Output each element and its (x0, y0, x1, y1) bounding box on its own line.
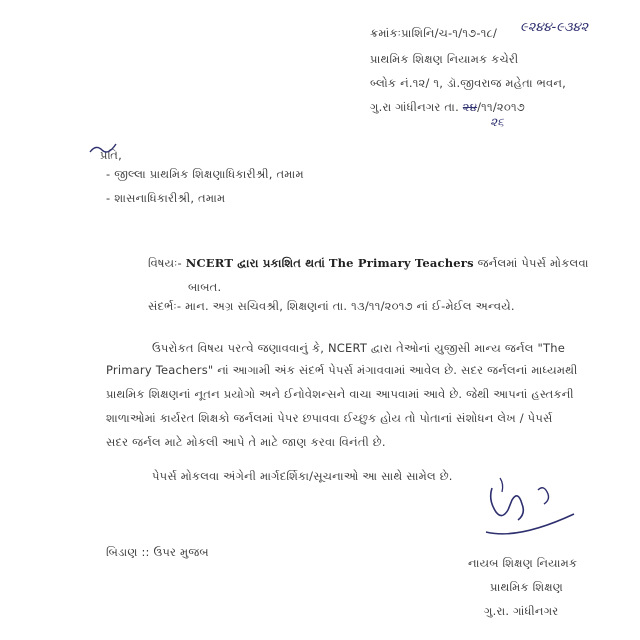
office-name: પ્રાથમિક શિક્ષણ નિયામક કચેરી (370, 52, 519, 66)
subject-ncert: NCERT દ્વારા પ્રકાશિત થતાં (185, 256, 325, 270)
recipient-item: - જીલ્લા પ્રાથમિક શિક્ષણાધિકારીશ્રી, તમામ (106, 167, 304, 181)
signatory-location: ગુ.રા. ગાંધીનગર (484, 604, 559, 618)
city-and-date: ગુ.રા ગાંધીનગર તા. ૨૪/૧૧/૨૦૧૭ (370, 100, 525, 114)
subject-journal-name: The Primary Teachers (328, 256, 474, 270)
body-line: Primary Teachers" નાં આગામી અંક સંદર્ભ પેપર્સ મંગાવવામાં આવેલ છે. સદર જર્નલનાં માધ્યમથી (106, 363, 578, 377)
subject-line: વિષયઃ- NCERT દ્વારા પ્રકાશિત થતાં The Primary Teachers જર્નલમાં પેપર્સ મોકલવા (148, 256, 589, 270)
body-line: પ્રાથમિક શિક્ષણનાં નૂતન પ્રયોગો અને ઈનોવેશન્સને વાચા આપવામાં આવે છે. જેથી આપનાં હસ્તકની (106, 387, 574, 401)
body-line: પેપર્સ મોકલવા અંગેની માર્ગદર્શિકા/સૂચનાઓ આ સાથે સામેલ છે. (152, 469, 453, 483)
signatory-title: નાયબ શિક્ષણ નિયામક (468, 556, 578, 570)
handwritten-date: ૨૬ (490, 115, 504, 129)
body-line: સદર જર્નલ માટે મોકલી આપે તે માટે જાણ કરવા વિનંતી છે. (106, 435, 386, 449)
signatory-department: પ્રાથમિક શિક્ષણ (490, 580, 564, 594)
struck-date: ૨૪ (462, 100, 478, 114)
to-label: પ્રતિ, (100, 148, 122, 162)
enclosure: બિડાણ :: ઉપર મુજબ (106, 545, 209, 559)
subject-line-2: બાબત. (188, 280, 222, 294)
office-address: બ્લોક નં.૧૨/ ૧, ડૉ.જીવરાજ મહેતા ભવન, (370, 76, 566, 90)
reference-number: ક્રમાંકઃપ્રાશિનિ/ચ-૧/૧૭-૧૮/ (370, 26, 498, 40)
pen-tick-mark (88, 140, 118, 160)
signature (478, 470, 588, 540)
body-line: શાળાઓમાં કાર્યરત શિક્ષકો જર્નલમાં પેપર છપાવવા ઈચ્છુક હોય તો પોતાનાં સંશોધન લેખ / પેપર્સ (106, 411, 553, 425)
handwritten-reference-number: ૯૨૪૪-૯૩૪૨ (520, 20, 589, 35)
reference-line: સંદર્ભઃ- માન. અગ્ર સચિવશ્રી, શિક્ષણનાં તા. ૧૩/૧૧/૨૦૧૭ નાં ઈ-મેઈલ અન્વયે. (148, 299, 515, 313)
body-line: ઉપરોકત વિષય પરત્વે જણાવવાનું કે, NCERT દ્વારા તેઓનાં યુજીસી માન્ય જર્નલ "The (152, 341, 565, 355)
recipient-item: - શાસનાધિકારીશ્રી, તમામ (106, 191, 226, 205)
